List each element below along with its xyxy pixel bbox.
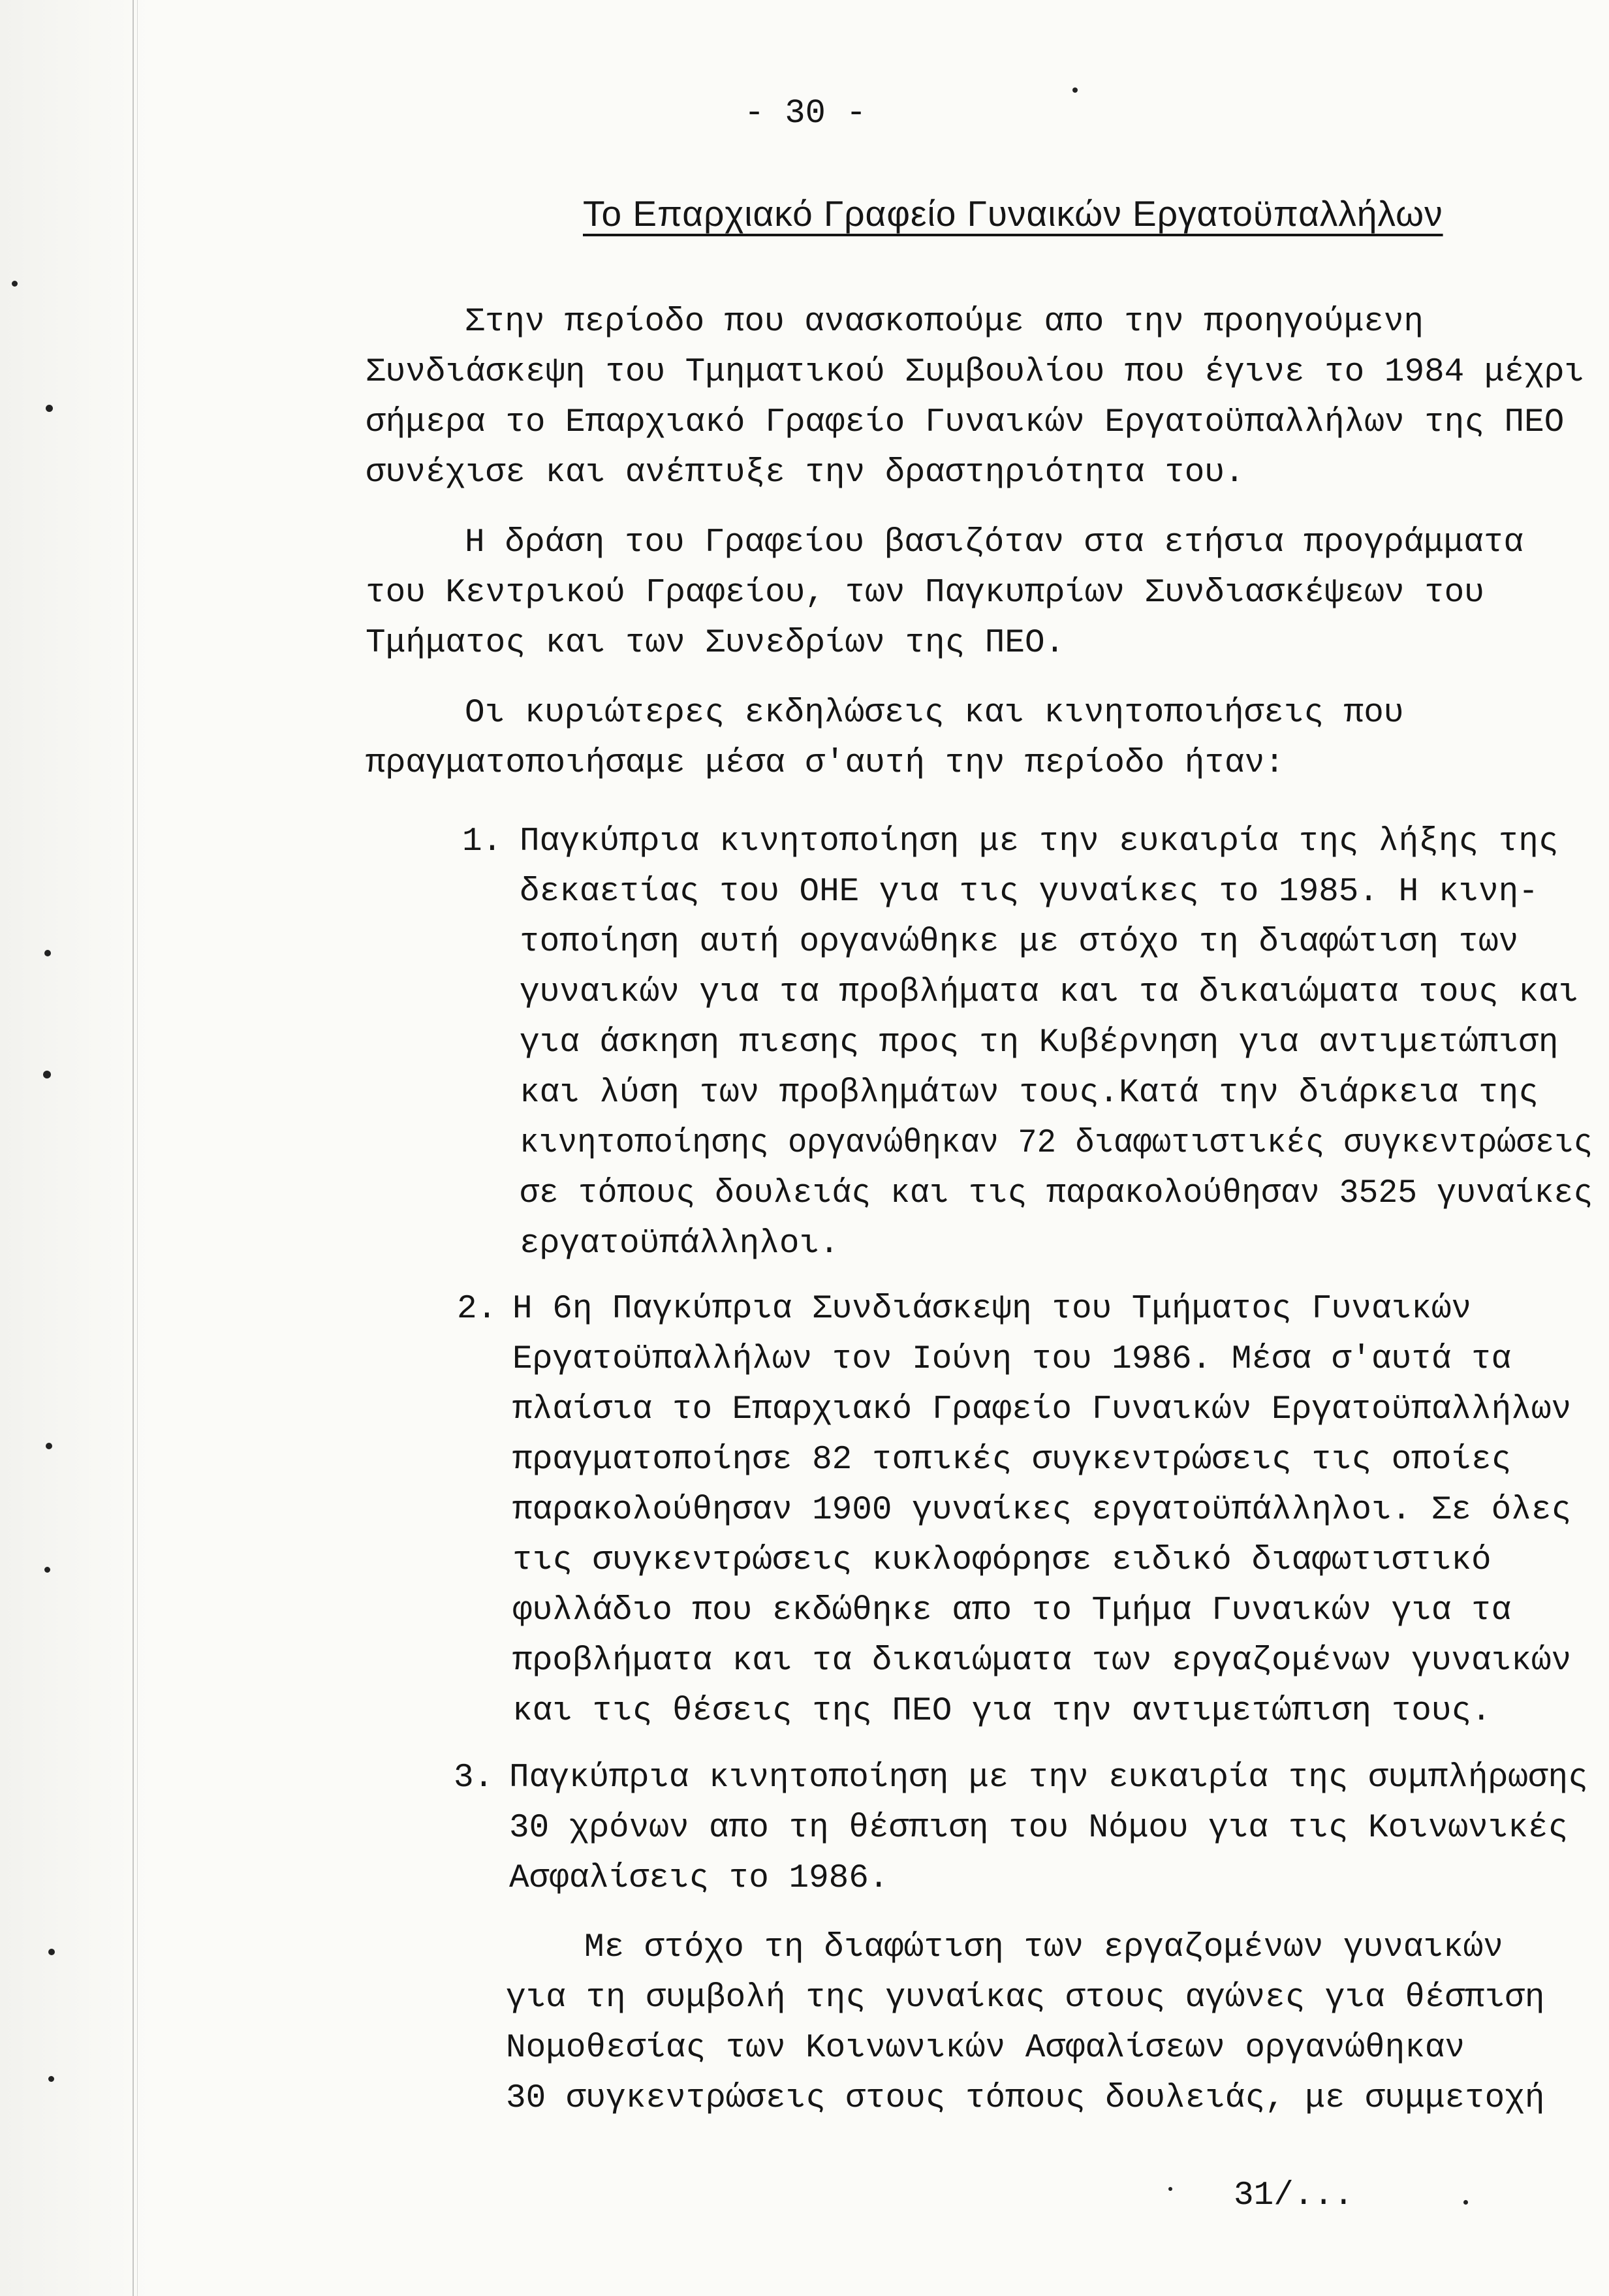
list-item-line: Εργατοϋπαλλήλων τον Ιούνη του 1986. Μέσα σ'αυτά τα (512, 1341, 1512, 1378)
scan-speck (1168, 2187, 1172, 2191)
list-item-line: Η 6η Παγκύπρια Συνδιάσκεψη του Τμήματος Γυναικών (512, 1291, 1472, 1328)
list-number: 1. (462, 823, 503, 860)
scan-speck (46, 405, 53, 412)
body-line: Τμήματος και των Συνεδρίων της ΠΕΟ. (366, 625, 1065, 662)
scan-speck (1463, 2200, 1468, 2205)
list-item-line: δεκαετίας του ΟΗΕ για τις γυναίκες το 1985. Η κινη- (520, 873, 1539, 911)
body-line: του Κεντρικού Γραφείου, των Παγκυπρίων Συνδιασκέψεων του (366, 574, 1484, 612)
body-line: για τη συμβολή της γυναίκας στους αγώνες για θέσπιση (506, 1979, 1545, 2017)
scan-speck (44, 1567, 50, 1573)
list-number: 2. (457, 1291, 497, 1328)
list-item-line: για άσκηση πιεσης προς τη Κυβέρνηση για αντιμετώπιση (520, 1024, 1559, 1062)
body-line: Η δράση του Γραφείου βασιζόταν στα ετήσια προγράμματα (465, 524, 1524, 561)
list-item-line: σε τόπους δουλειάς και τις παρακολούθησαν 3525 γυναίκες (520, 1175, 1593, 1212)
margin-rule (133, 0, 134, 2296)
scan-speck (44, 950, 51, 956)
margin-rule-secondary (137, 0, 138, 2296)
scan-speck (48, 2076, 54, 2082)
list-item-line: Παγκύπρια κινητοποίηση με την ευκαιρία της λήξης της (520, 823, 1559, 860)
list-item-line: φυλλάδιο που εκδώθηκε απο το Τμήμα Γυναικών για τα (512, 1592, 1512, 1629)
body-line: Νομοθεσίας των Κοινωνικών Ασφαλίσεων οργανώθηκαν (506, 2030, 1465, 2067)
scan-speck (48, 1949, 55, 1955)
list-item-line: γυναικών για τα προβλήματα και τα δικαιώματα τους και (520, 974, 1579, 1011)
page-number: - 30 - (744, 94, 867, 133)
list-item-line: πραγματοποίησε 82 τοπικές συγκεντρώσεις τις οποίες (512, 1441, 1512, 1479)
scan-speck (43, 1071, 51, 1078)
list-item-line: παρακολούθησαν 1900 γυναίκες εργατοϋπάλληλοι. Σε όλες (512, 1492, 1572, 1529)
scan-speck (1072, 87, 1078, 93)
body-line: 30 συγκεντρώσεις στους τόπους δουλειάς, με συμμετοχή (506, 2080, 1545, 2117)
list-item-line: πλαίσια το Επαρχιακό Γραφείο Γυναικών Εργατοϋπαλλήλων (512, 1391, 1572, 1428)
body-line: Συνδιάσκεψη του Τμηματικού Συμβουλίου που έγινε το 1984 μέχρι (366, 354, 1584, 391)
body-line: Στην περίοδο που ανασκοπούμε απο την προηγούμενη (465, 304, 1424, 341)
scan-speck (12, 281, 18, 287)
list-item-line: προβλήματα και τα δικαιώματα των εργαζομένων γυναικών (512, 1643, 1572, 1680)
list-item-line: 30 χρόνων απο τη θέσπιση του Νόμου για τις Κοινωνικές (509, 1810, 1569, 1847)
list-item-line: εργατοϋπάλληλοι. (520, 1225, 839, 1263)
body-line: σήμερα το Επαρχιακό Γραφείο Γυναικών Εργατοϋπαλλήλων της ΠΕΟ (366, 404, 1565, 441)
list-item-line: και τις θέσεις της ΠΕΟ για την αντιμετώπιση τους. (512, 1693, 1492, 1730)
list-item-line: και λύση των προβλημάτων τους.Κατά την διάρκεια της (520, 1075, 1539, 1112)
body-line: πραγματοποιήσαμε μέσα σ'αυτή την περίοδο ήταν: (366, 745, 1285, 782)
list-number: 3. (454, 1759, 494, 1797)
scan-speck (46, 1443, 52, 1449)
list-item-line: κινητοποίησης οργανώθηκαν 72 διαφωτιστικές συγκεντρώσεις (520, 1125, 1593, 1162)
binding-edge (0, 0, 150, 2296)
body-line: Οι κυριώτερες εκδηλώσεις και κινητοποιήσεις που (465, 695, 1404, 732)
continuation-marker: 31/... (1234, 2177, 1354, 2214)
list-item-line: τις συγκεντρώσεις κυκλοφόρησε ειδικό διαφωτιστικό (512, 1542, 1492, 1579)
list-item-line: Παγκύπρια κινητοποίηση με την ευκαιρία της συμπλήρωσης (509, 1759, 1588, 1797)
document-title: Το Επαρχιακό Γραφείο Γυναικών Εργατοϋπαλλήλων (583, 193, 1443, 234)
list-item-line: Ασφαλίσεις το 1986. (509, 1860, 889, 1897)
body-line: συνέχισε και ανέπτυξε την δραστηριότητα του. (366, 454, 1245, 492)
list-item-line: τοποίηση αυτή οργανώθηκε με στόχο τη διαφώτιση των (520, 924, 1519, 961)
body-line: Με στόχο τη διαφώτιση των εργαζομένων γυναικών (584, 1929, 1503, 1966)
